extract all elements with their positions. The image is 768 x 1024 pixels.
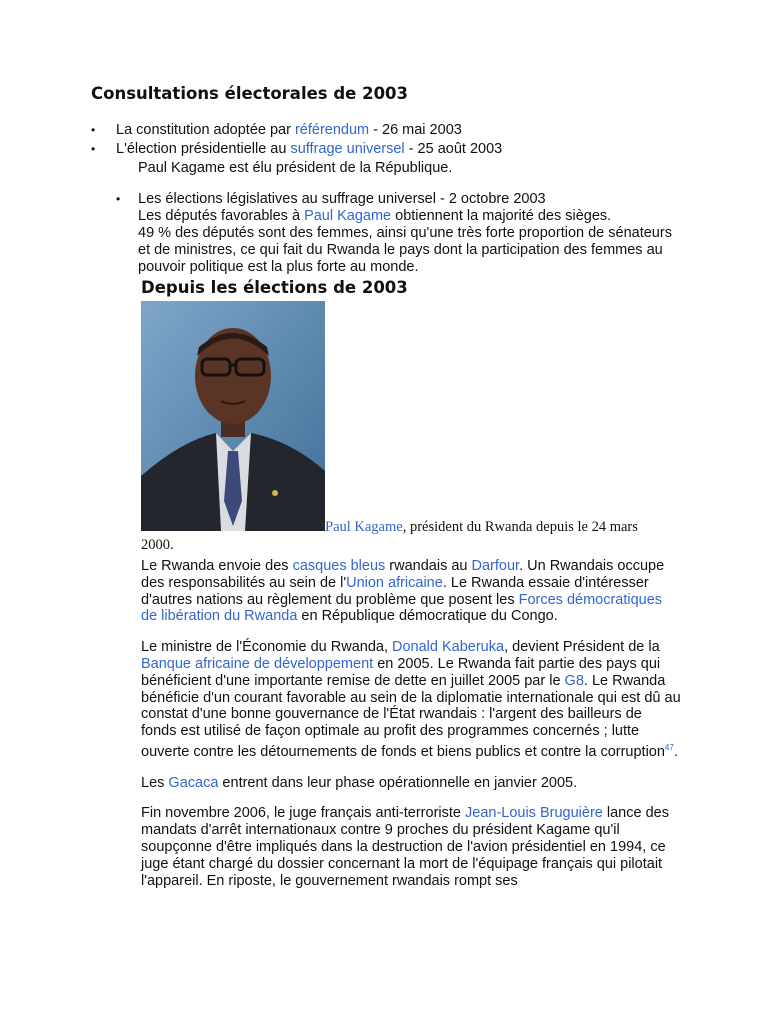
paragraph-text: Fin novembre 2006, le juge français anti-terroriste [141, 805, 465, 822]
list-item [91, 121, 691, 140]
list-item-text: Les élections législatives au suffrage universel - 2 octobre 2003 [138, 191, 546, 207]
link-casques-bleus[interactable]: casques bleus [292, 558, 386, 574]
list-item-text: Les députés favorables à [138, 208, 305, 224]
link-paul-kagame[interactable]: Paul Kagame [304, 208, 392, 224]
list-item [91, 140, 691, 159]
link-jean-louis-bruguiere[interactable]: Jean-Louis Bruguière [465, 805, 603, 822]
link-caption-paul-kagame[interactable]: Paul Kagame [325, 519, 403, 535]
elections-list [91, 121, 691, 178]
list-item-text: - 26 mai 2003 [369, 122, 462, 138]
paragraph-text: lance des mandats d'arrêt internationaux contre 9 proches du président Kagame qu'il soupçonne d'être impliqués dans la destruction de l'avion présidentiel en 1994, ce juge étant chargé du dossier concernant la mort de l'équipage français qui pilotait l'appareil. En riposte, le gouvernement rwandais rompt ses [141, 805, 669, 889]
section-heading-2003-elections: Consultations électorales de 2003 [91, 84, 409, 103]
paragraph [141, 558, 681, 625]
list-item [116, 191, 686, 276]
link-banque-africaine[interactable]: Banque africaine de développement [141, 655, 374, 672]
paragraph [141, 639, 681, 760]
list-item-note: Paul Kagame est élu président de la République. [138, 160, 453, 176]
link-union-africaine[interactable]: Union africaine [346, 574, 443, 591]
paragraph-text: . Le Rwanda bénéficie d'un courant favorable au sein de la diplomatie internationale qui est dû au constat d'une bonne gouvernance de l'État rwandais : l'argent des bailleurs de fonds est utilisé de façon optimale au profit des programmes concernés ; lutte ouverte contre les détournements de fonds et biens publics et contre la corruption [141, 672, 681, 760]
paragraph-text: en 2005. Le Rwanda fait partie des pays qui bénéficient d'une importante remise de dette en juillet 2005 par le [141, 655, 661, 689]
paragraph-text: entrent dans leur phase opérationnelle en janvier 2005. [218, 774, 578, 791]
list-item-text: - 25 août 2003 [404, 141, 503, 157]
portrait-image [141, 301, 325, 531]
bullet-icon: • [91, 142, 96, 156]
paragraph-text: en République démocratique du Congo. [297, 608, 558, 625]
list-item-text: obtiennent la majorité des sièges. [391, 208, 612, 224]
link-darfour[interactable]: Darfour [471, 558, 520, 574]
paragraph-text: Le ministre de l'Économie du Rwanda, [141, 639, 393, 656]
paragraph [141, 775, 681, 792]
legislative-list [116, 191, 686, 276]
caption-text: , président du Rwanda depuis le 24 mars 2000. [141, 519, 638, 553]
footnote-47[interactable]: 47 [664, 742, 674, 752]
photo-caption [141, 518, 671, 554]
paragraph-text: . Un Rwandais occupe des responsabilités au sein de l' [141, 558, 665, 591]
bullet-icon: • [91, 123, 96, 137]
paragraph-text: , devient Président de la [504, 639, 660, 656]
link-fdlr[interactable]: Forces démocratiques de libération du Rwanda [141, 591, 663, 625]
paragraph-text: Les [141, 774, 169, 791]
section-heading-since-2003: Depuis les élections de 2003 [141, 278, 408, 297]
list-item-text: L'élection présidentielle au [116, 141, 291, 157]
bullet-icon: • [116, 192, 121, 206]
link-gacaca[interactable]: Gacaca [168, 774, 219, 791]
paragraph-text: rwandais au [385, 558, 472, 574]
link-suffrage-universel[interactable]: suffrage universel [290, 141, 405, 157]
link-g8[interactable]: G8 [564, 672, 584, 689]
paragraph-text: . Le Rwanda essaie d'intéresser d'autres nations au règlement du problème que posent les [141, 574, 649, 608]
paragraph-text: Le Rwanda envoie des [141, 558, 293, 574]
paragraph-text: . [673, 743, 678, 760]
article-body [141, 558, 681, 903]
link-referendum[interactable]: référendum [294, 122, 370, 138]
link-donald-kaberuka[interactable]: Donald Kaberuka [392, 639, 505, 656]
list-item-text: La constitution adoptée par [116, 122, 295, 138]
list-item-text: 49 % des députés sont des femmes, ainsi qu'une très forte proportion de sénateurs et de ministres, ce qui fait du Rwanda le pays dont la participation des femmes au pouvoir politique est la plus forte au monde. [138, 225, 672, 275]
paul-kagame-photo [141, 301, 325, 531]
paragraph [141, 805, 681, 889]
